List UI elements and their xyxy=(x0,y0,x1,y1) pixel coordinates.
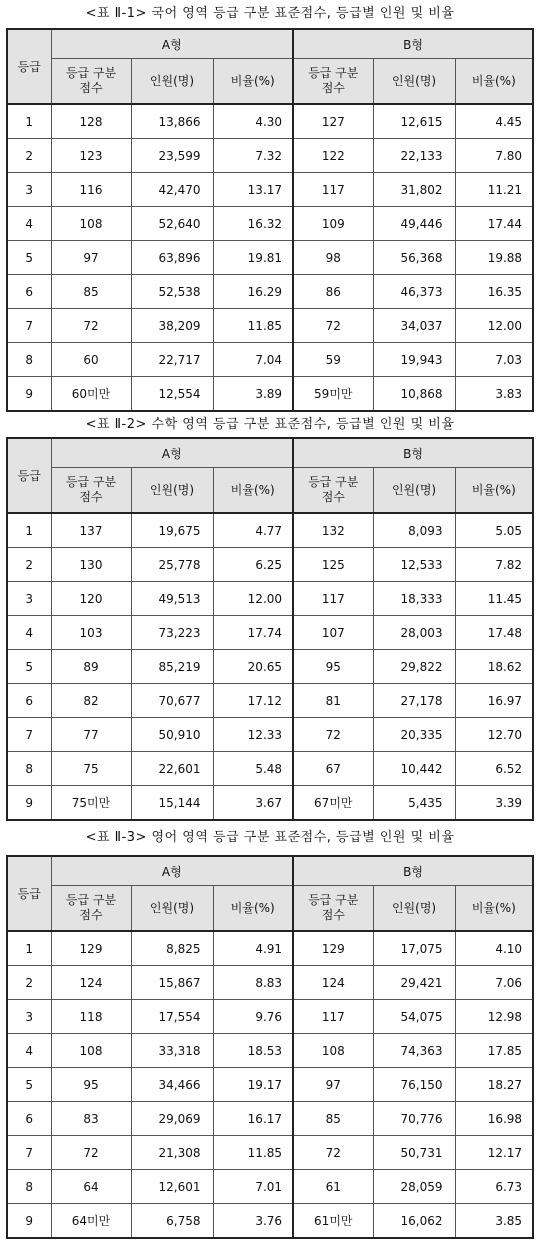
count-cell: 22,133 xyxy=(373,139,455,173)
ratio-cell: 16.35 xyxy=(455,275,533,309)
cut-score-cell: 59 xyxy=(293,343,373,377)
count-cell: 29,421 xyxy=(373,966,455,1000)
table-row xyxy=(7,718,533,752)
count-cell: 23,599 xyxy=(131,139,213,173)
ratio-cell: 7.03 xyxy=(455,343,533,377)
grade-table xyxy=(6,437,534,821)
count-cell: 50,910 xyxy=(131,718,213,752)
grade-cell: 7 xyxy=(7,718,51,752)
ratio-cell: 3.67 xyxy=(213,786,293,821)
ratio-cell: 20.65 xyxy=(213,650,293,684)
ratio-cell: 12.98 xyxy=(455,1000,533,1034)
count-cell: 38,209 xyxy=(131,309,213,343)
count-cell: 6,758 xyxy=(131,1204,213,1239)
cut-score-cell: 95 xyxy=(293,650,373,684)
table-section xyxy=(0,0,540,412)
grade-cell: 4 xyxy=(7,616,51,650)
table-row xyxy=(7,548,533,582)
count-cell: 12,533 xyxy=(373,548,455,582)
count-cell: 22,717 xyxy=(131,343,213,377)
ratio-header: 비율(%) xyxy=(213,468,293,514)
count-cell: 56,368 xyxy=(373,241,455,275)
cut-score-cell: 85 xyxy=(51,275,131,309)
ratio-cell: 17.85 xyxy=(455,1034,533,1068)
ratio-cell: 4.77 xyxy=(213,513,293,548)
grade-header: 등급 xyxy=(7,856,51,931)
ratio-cell: 3.39 xyxy=(455,786,533,821)
ratio-header: 비율(%) xyxy=(455,886,533,932)
cut-score-cell: 120 xyxy=(51,582,131,616)
grade-cell: 3 xyxy=(7,1000,51,1034)
count-cell: 8,093 xyxy=(373,513,455,548)
table-row xyxy=(7,650,533,684)
cut-score-cell: 125 xyxy=(293,548,373,582)
ratio-cell: 18.53 xyxy=(213,1034,293,1068)
cut-score-cell: 60미만 xyxy=(51,377,131,412)
count-cell: 21,308 xyxy=(131,1136,213,1170)
count-cell: 18,333 xyxy=(373,582,455,616)
table-row xyxy=(7,684,533,718)
grade-cell: 9 xyxy=(7,1204,51,1239)
table-row xyxy=(7,1136,533,1170)
cut-score-cell: 81 xyxy=(293,684,373,718)
ratio-cell: 7.82 xyxy=(455,548,533,582)
table-row xyxy=(7,343,533,377)
cut-score-cell: 95 xyxy=(51,1068,131,1102)
table-row xyxy=(7,377,533,412)
count-cell: 49,513 xyxy=(131,582,213,616)
count-cell: 73,223 xyxy=(131,616,213,650)
count-cell: 22,601 xyxy=(131,752,213,786)
ratio-cell: 16.17 xyxy=(213,1102,293,1136)
count-cell: 8,825 xyxy=(131,931,213,966)
ratio-cell: 6.25 xyxy=(213,548,293,582)
cut-score-cell: 130 xyxy=(51,548,131,582)
ratio-cell: 9.76 xyxy=(213,1000,293,1034)
cut-score-cell: 116 xyxy=(51,173,131,207)
count-cell: 5,435 xyxy=(373,786,455,821)
ratio-cell: 17.74 xyxy=(213,616,293,650)
cut-score-cell: 72 xyxy=(51,309,131,343)
count-cell: 28,003 xyxy=(373,616,455,650)
grade-table xyxy=(6,855,534,1239)
cut-score-cell: 103 xyxy=(51,616,131,650)
type-a-header: A형 xyxy=(51,856,293,886)
grade-cell: 1 xyxy=(7,513,51,548)
grade-cell: 5 xyxy=(7,1068,51,1102)
cut-score-header: 등급 구분 점수 xyxy=(293,468,373,514)
table-row xyxy=(7,513,533,548)
count-cell: 10,442 xyxy=(373,752,455,786)
count-cell: 74,363 xyxy=(373,1034,455,1068)
table-row xyxy=(7,1170,533,1204)
grade-cell: 8 xyxy=(7,343,51,377)
ratio-cell: 8.83 xyxy=(213,966,293,1000)
table-section xyxy=(0,821,540,1239)
cut-score-cell: 124 xyxy=(51,966,131,1000)
cut-score-cell: 109 xyxy=(293,207,373,241)
ratio-cell: 5.05 xyxy=(455,513,533,548)
ratio-cell: 16.29 xyxy=(213,275,293,309)
ratio-cell: 16.32 xyxy=(213,207,293,241)
cut-score-cell: 117 xyxy=(293,173,373,207)
ratio-cell: 19.88 xyxy=(455,241,533,275)
cut-score-cell: 75미만 xyxy=(51,786,131,821)
count-cell: 49,446 xyxy=(373,207,455,241)
grade-header: 등급 xyxy=(7,29,51,104)
grade-cell: 8 xyxy=(7,752,51,786)
cut-score-cell: 128 xyxy=(51,104,131,139)
ratio-cell: 11.21 xyxy=(455,173,533,207)
cut-score-cell: 137 xyxy=(51,513,131,548)
type-b-header: B형 xyxy=(293,29,533,59)
ratio-header: 비율(%) xyxy=(213,59,293,105)
count-cell: 19,943 xyxy=(373,343,455,377)
cut-score-cell: 107 xyxy=(293,616,373,650)
cut-score-cell: 129 xyxy=(293,931,373,966)
table-section xyxy=(0,412,540,821)
grade-cell: 6 xyxy=(7,684,51,718)
ratio-cell: 7.06 xyxy=(455,966,533,1000)
table-row xyxy=(7,309,533,343)
cut-score-cell: 124 xyxy=(293,966,373,1000)
ratio-cell: 18.62 xyxy=(455,650,533,684)
count-header: 인원(명) xyxy=(131,886,213,932)
count-header: 인원(명) xyxy=(131,59,213,105)
ratio-cell: 11.85 xyxy=(213,309,293,343)
table-row xyxy=(7,966,533,1000)
cut-score-cell: 108 xyxy=(51,207,131,241)
cut-score-cell: 77 xyxy=(51,718,131,752)
grade-table xyxy=(6,28,534,412)
ratio-cell: 4.91 xyxy=(213,931,293,966)
cut-score-cell: 72 xyxy=(293,309,373,343)
cut-score-cell: 97 xyxy=(293,1068,373,1102)
table-row xyxy=(7,786,533,821)
count-cell: 13,866 xyxy=(131,104,213,139)
cut-score-cell: 67 xyxy=(293,752,373,786)
cut-score-cell: 67미만 xyxy=(293,786,373,821)
count-cell: 54,075 xyxy=(373,1000,455,1034)
grade-cell: 4 xyxy=(7,1034,51,1068)
table-row xyxy=(7,207,533,241)
cut-score-cell: 61미만 xyxy=(293,1204,373,1239)
count-cell: 50,731 xyxy=(373,1136,455,1170)
cut-score-cell: 86 xyxy=(293,275,373,309)
cut-score-header: 등급 구분 점수 xyxy=(51,59,131,105)
cut-score-cell: 75 xyxy=(51,752,131,786)
count-header: 인원(명) xyxy=(373,468,455,514)
grade-cell: 4 xyxy=(7,207,51,241)
table-title: <표 Ⅱ-1> 국어 영역 등급 구분 표준점수, 등급별 인원 및 비율 xyxy=(85,6,455,21)
ratio-cell: 3.76 xyxy=(213,1204,293,1239)
cut-score-cell: 132 xyxy=(293,513,373,548)
cut-score-cell: 64미만 xyxy=(51,1204,131,1239)
table-row xyxy=(7,1034,533,1068)
ratio-cell: 6.73 xyxy=(455,1170,533,1204)
ratio-header: 비율(%) xyxy=(213,886,293,932)
ratio-cell: 7.32 xyxy=(213,139,293,173)
type-b-header: B형 xyxy=(293,438,533,468)
count-cell: 42,470 xyxy=(131,173,213,207)
table-row xyxy=(7,931,533,966)
grade-cell: 5 xyxy=(7,241,51,275)
count-cell: 34,037 xyxy=(373,309,455,343)
grade-cell: 7 xyxy=(7,1136,51,1170)
type-b-header: B형 xyxy=(293,856,533,886)
table-row xyxy=(7,275,533,309)
count-header: 인원(명) xyxy=(373,886,455,932)
grade-cell: 2 xyxy=(7,966,51,1000)
ratio-cell: 6.52 xyxy=(455,752,533,786)
grade-cell: 6 xyxy=(7,1102,51,1136)
count-cell: 19,675 xyxy=(131,513,213,548)
count-cell: 10,868 xyxy=(373,377,455,412)
grade-cell: 1 xyxy=(7,104,51,139)
cut-score-header: 등급 구분 점수 xyxy=(293,886,373,932)
cut-score-cell: 117 xyxy=(293,582,373,616)
count-cell: 12,554 xyxy=(131,377,213,412)
grade-cell: 9 xyxy=(7,377,51,412)
grade-cell: 5 xyxy=(7,650,51,684)
cut-score-cell: 89 xyxy=(51,650,131,684)
table-row xyxy=(7,616,533,650)
count-cell: 76,150 xyxy=(373,1068,455,1102)
count-header: 인원(명) xyxy=(373,59,455,105)
grade-cell: 1 xyxy=(7,931,51,966)
ratio-cell: 4.10 xyxy=(455,931,533,966)
type-a-header: A형 xyxy=(51,29,293,59)
cut-score-header: 등급 구분 점수 xyxy=(51,468,131,514)
cut-score-cell: 97 xyxy=(51,241,131,275)
ratio-cell: 19.81 xyxy=(213,241,293,275)
ratio-cell: 4.45 xyxy=(455,104,533,139)
count-cell: 33,318 xyxy=(131,1034,213,1068)
count-cell: 28,059 xyxy=(373,1170,455,1204)
ratio-cell: 3.85 xyxy=(455,1204,533,1239)
cut-score-cell: 98 xyxy=(293,241,373,275)
table-title: <표 Ⅱ-3> 영어 영역 등급 구분 표준점수, 등급별 인원 및 비율 xyxy=(85,830,455,845)
count-cell: 15,867 xyxy=(131,966,213,1000)
table-row xyxy=(7,1000,533,1034)
count-cell: 70,776 xyxy=(373,1102,455,1136)
count-cell: 70,677 xyxy=(131,684,213,718)
count-cell: 46,373 xyxy=(373,275,455,309)
count-header: 인원(명) xyxy=(131,468,213,514)
table-row xyxy=(7,752,533,786)
cut-score-cell: 61 xyxy=(293,1170,373,1204)
ratio-cell: 4.30 xyxy=(213,104,293,139)
ratio-cell: 3.83 xyxy=(455,377,533,412)
type-a-header: A형 xyxy=(51,438,293,468)
table-row xyxy=(7,241,533,275)
ratio-cell: 7.80 xyxy=(455,139,533,173)
cut-score-cell: 72 xyxy=(293,718,373,752)
ratio-cell: 16.97 xyxy=(455,684,533,718)
count-cell: 29,822 xyxy=(373,650,455,684)
ratio-cell: 17.12 xyxy=(213,684,293,718)
count-cell: 16,062 xyxy=(373,1204,455,1239)
ratio-cell: 7.04 xyxy=(213,343,293,377)
cut-score-cell: 108 xyxy=(293,1034,373,1068)
ratio-cell: 12.00 xyxy=(455,309,533,343)
count-cell: 27,178 xyxy=(373,684,455,718)
ratio-cell: 12.33 xyxy=(213,718,293,752)
ratio-cell: 17.44 xyxy=(455,207,533,241)
count-cell: 15,144 xyxy=(131,786,213,821)
count-cell: 31,802 xyxy=(373,173,455,207)
cut-score-cell: 117 xyxy=(293,1000,373,1034)
cut-score-cell: 72 xyxy=(51,1136,131,1170)
ratio-cell: 11.85 xyxy=(213,1136,293,1170)
cut-score-cell: 60 xyxy=(51,343,131,377)
cut-score-cell: 108 xyxy=(51,1034,131,1068)
count-cell: 34,466 xyxy=(131,1068,213,1102)
cut-score-cell: 59미만 xyxy=(293,377,373,412)
ratio-cell: 16.98 xyxy=(455,1102,533,1136)
grade-header: 등급 xyxy=(7,438,51,513)
cut-score-cell: 122 xyxy=(293,139,373,173)
cut-score-header: 등급 구분 점수 xyxy=(293,59,373,105)
count-cell: 52,640 xyxy=(131,207,213,241)
count-cell: 12,601 xyxy=(131,1170,213,1204)
cut-score-cell: 83 xyxy=(51,1102,131,1136)
cut-score-cell: 64 xyxy=(51,1170,131,1204)
count-cell: 25,778 xyxy=(131,548,213,582)
grade-cell: 2 xyxy=(7,139,51,173)
grade-cell: 6 xyxy=(7,275,51,309)
grade-cell: 7 xyxy=(7,309,51,343)
cut-score-cell: 123 xyxy=(51,139,131,173)
grade-cell: 3 xyxy=(7,173,51,207)
ratio-cell: 7.01 xyxy=(213,1170,293,1204)
ratio-cell: 13.17 xyxy=(213,173,293,207)
ratio-cell: 18.27 xyxy=(455,1068,533,1102)
count-cell: 52,538 xyxy=(131,275,213,309)
ratio-cell: 11.45 xyxy=(455,582,533,616)
count-cell: 17,075 xyxy=(373,931,455,966)
grade-cell: 2 xyxy=(7,548,51,582)
cut-score-header: 등급 구분 점수 xyxy=(51,886,131,932)
table-row xyxy=(7,1102,533,1136)
grade-cell: 9 xyxy=(7,786,51,821)
count-cell: 85,219 xyxy=(131,650,213,684)
ratio-header: 비율(%) xyxy=(455,59,533,105)
grade-cell: 8 xyxy=(7,1170,51,1204)
count-cell: 20,335 xyxy=(373,718,455,752)
ratio-cell: 3.89 xyxy=(213,377,293,412)
ratio-cell: 5.48 xyxy=(213,752,293,786)
table-row xyxy=(7,139,533,173)
table-row xyxy=(7,173,533,207)
ratio-cell: 19.17 xyxy=(213,1068,293,1102)
table-row xyxy=(7,104,533,139)
ratio-cell: 12.70 xyxy=(455,718,533,752)
ratio-cell: 12.17 xyxy=(455,1136,533,1170)
cut-score-cell: 129 xyxy=(51,931,131,966)
count-cell: 29,069 xyxy=(131,1102,213,1136)
cut-score-cell: 72 xyxy=(293,1136,373,1170)
table-row xyxy=(7,1068,533,1102)
cut-score-cell: 82 xyxy=(51,684,131,718)
count-cell: 12,615 xyxy=(373,104,455,139)
cut-score-cell: 118 xyxy=(51,1000,131,1034)
table-row xyxy=(7,582,533,616)
ratio-header: 비율(%) xyxy=(455,468,533,514)
ratio-cell: 12.00 xyxy=(213,582,293,616)
count-cell: 63,896 xyxy=(131,241,213,275)
table-row xyxy=(7,1204,533,1239)
count-cell: 17,554 xyxy=(131,1000,213,1034)
cut-score-cell: 127 xyxy=(293,104,373,139)
table-title: <표 Ⅱ-2> 수학 영역 등급 구분 표준점수, 등급별 인원 및 비율 xyxy=(85,417,455,432)
cut-score-cell: 85 xyxy=(293,1102,373,1136)
grade-cell: 3 xyxy=(7,582,51,616)
ratio-cell: 17.48 xyxy=(455,616,533,650)
